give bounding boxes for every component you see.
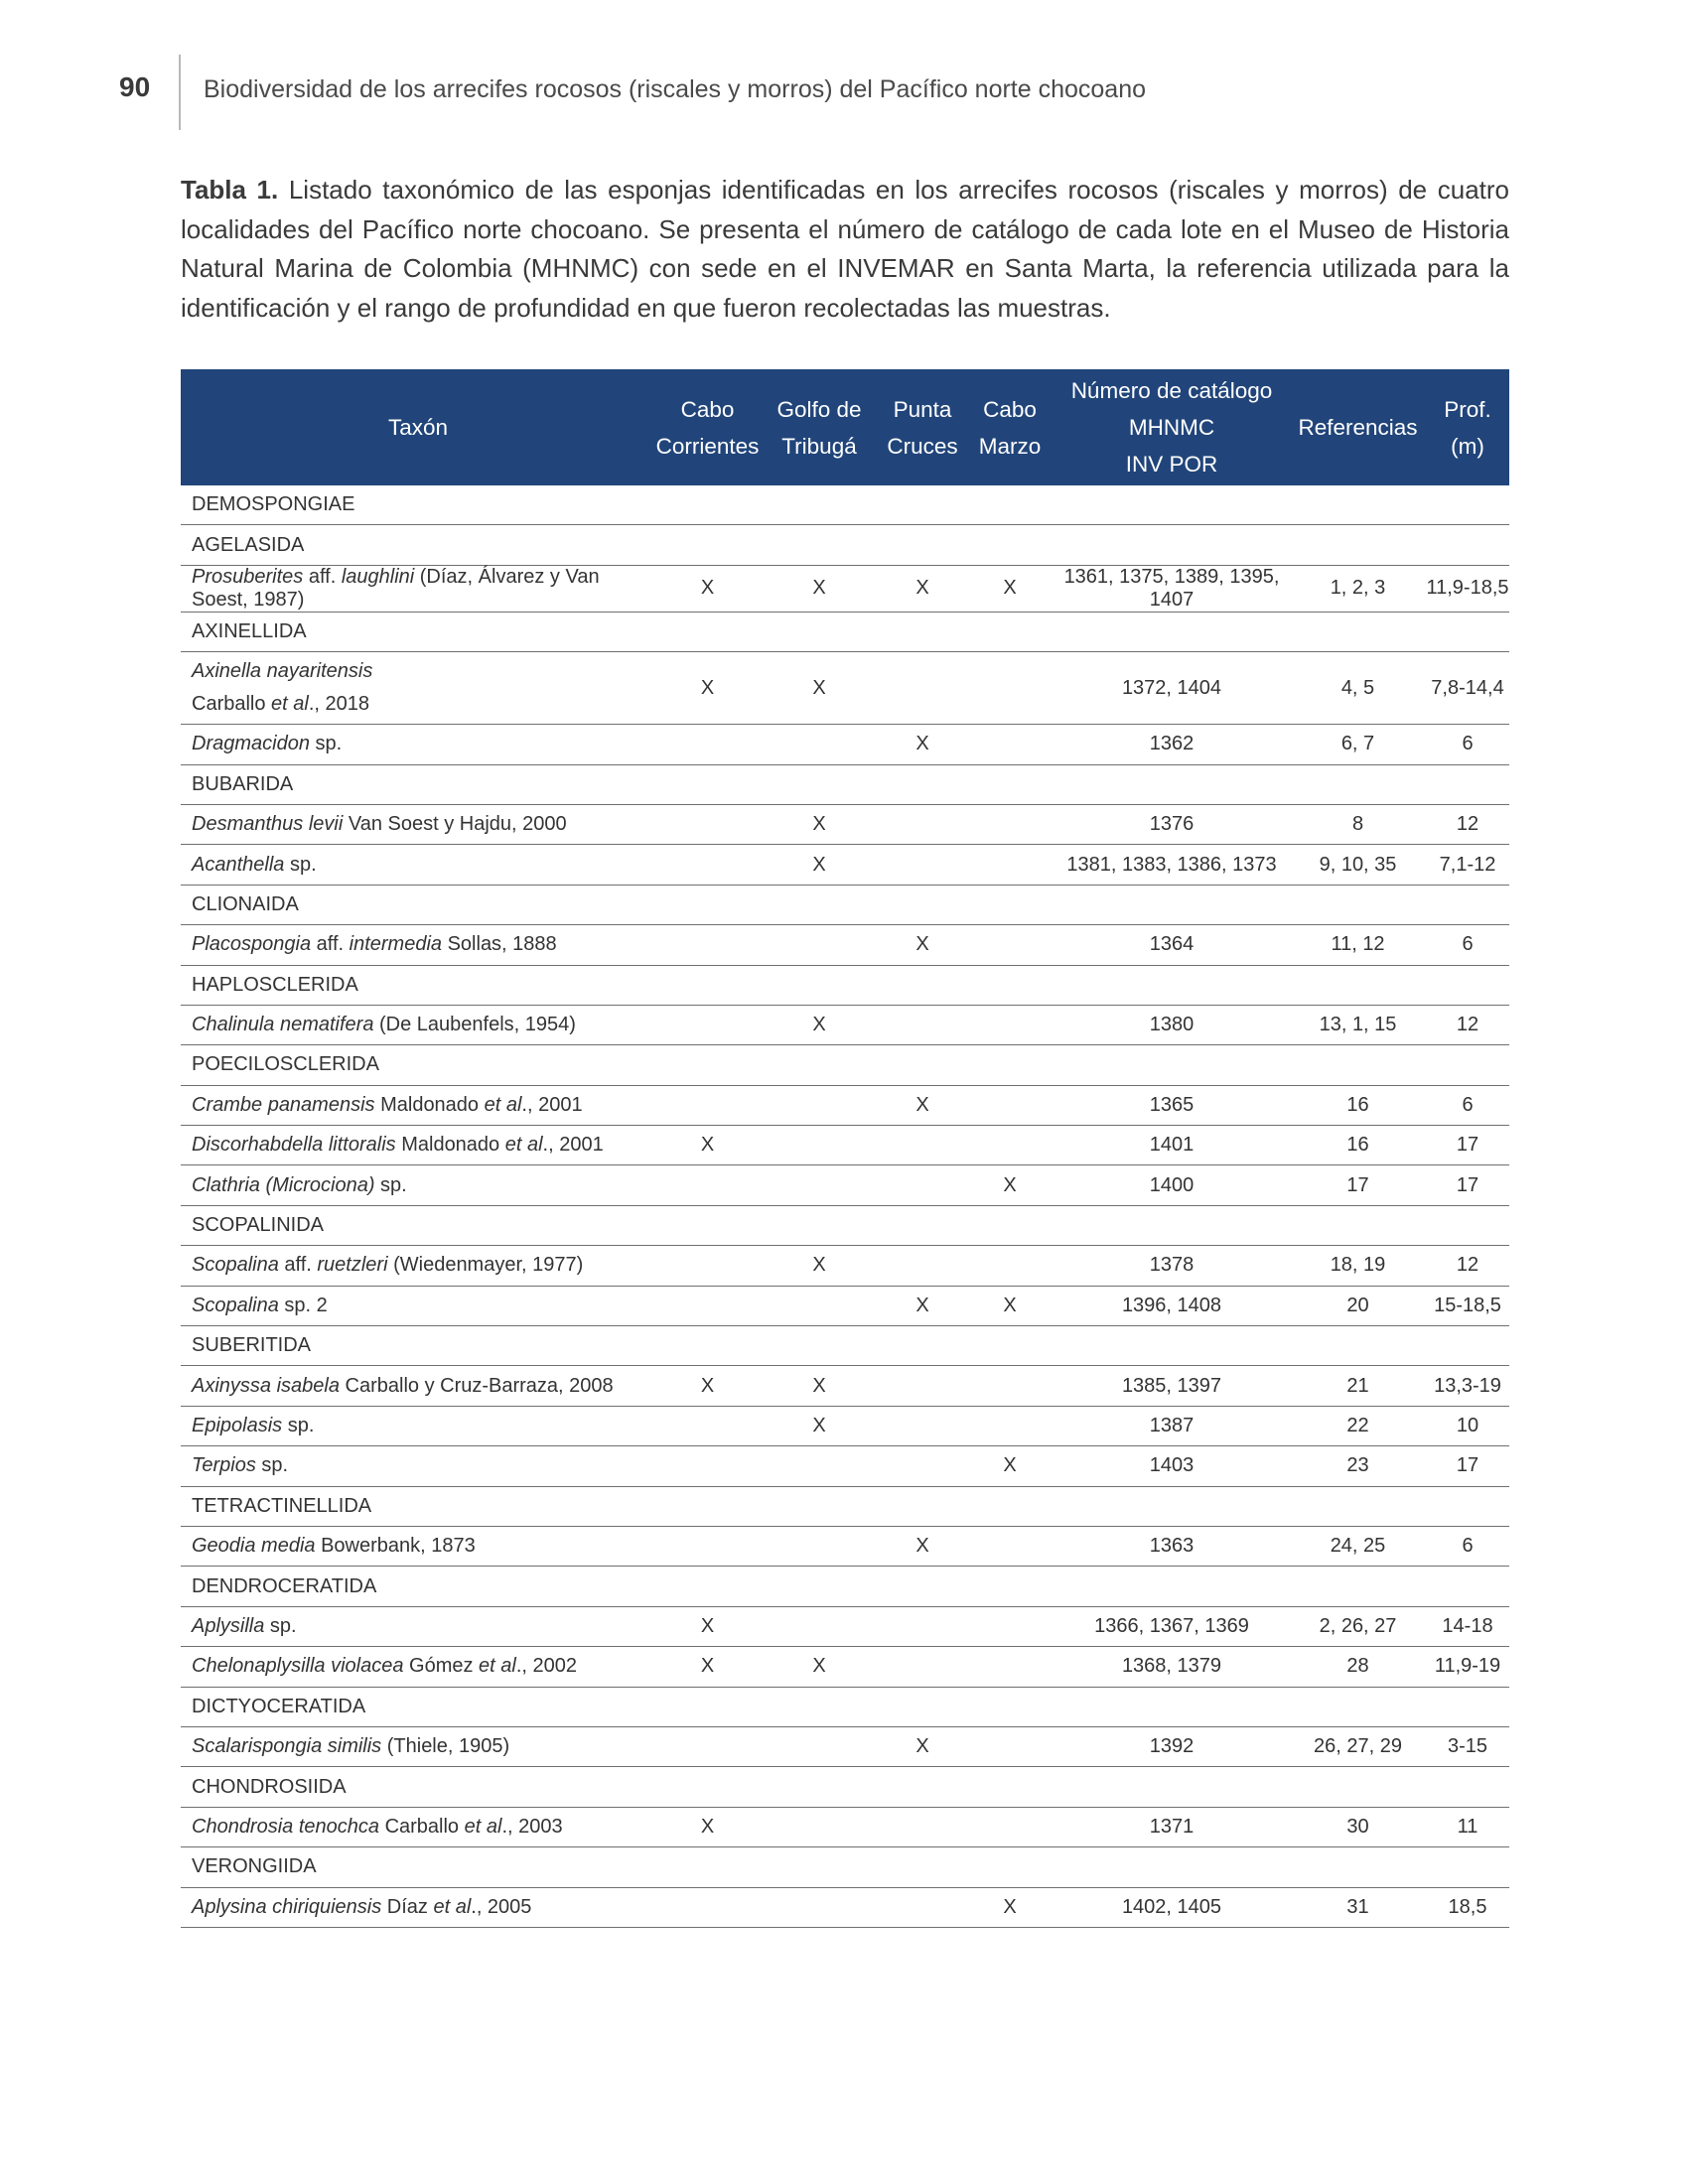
depth-range: 6 [1426,925,1509,965]
depth-range: 12 [1426,804,1509,844]
depth-range: 14-18 [1426,1606,1509,1646]
taxon-name: Scopalina sp. 2 [181,1286,655,1325]
table-row [181,1526,1509,1566]
group-name: CLIONAIDA [181,885,1509,924]
references: 20 [1290,1286,1426,1325]
references: 9, 10, 35 [1290,845,1426,885]
header-divider [179,55,181,130]
presence-punta-cruces [879,1446,966,1486]
catalog-number: 1365 [1054,1085,1290,1125]
depth-range: 7,1-12 [1426,845,1509,885]
depth-range: 7,8-14,4 [1426,652,1509,725]
presence-golfo-tribuga [760,1887,879,1927]
table-row [181,1887,1509,1927]
presence-punta-cruces [879,845,966,885]
references: 21 [1290,1366,1426,1406]
presence-cabo-marzo: X [966,1286,1054,1325]
presence-golfo-tribuga [760,925,879,965]
table-row [181,1606,1509,1646]
taxon-name: Axinyssa isabela Carballo y Cruz-Barraza, 2008 [181,1366,655,1406]
header-catalog-number: Número de catálogo MHNMC INV POR [1054,369,1290,485]
table-row-group-tetractinellida [181,1486,1509,1526]
presence-cabo-marzo [966,845,1054,885]
presence-cabo-corrientes [655,1887,760,1927]
group-name: POECILOSCLERIDA [181,1045,1509,1085]
presence-golfo-tribuga: X [760,804,879,844]
taxon-name: Placospongia aff. intermedia Sollas, 1888 [181,925,655,965]
header-references: Referencias [1290,369,1426,485]
presence-cabo-marzo: X [966,565,1054,612]
references: 30 [1290,1807,1426,1846]
group-name: DICTYOCERATIDA [181,1687,1509,1726]
catalog-number: 1378 [1054,1246,1290,1286]
table-row [181,1085,1509,1125]
catalog-number: 1400 [1054,1165,1290,1205]
header-cabo-marzo: Cabo Marzo [966,369,1054,485]
header-golfo-tribuga: Golfo de Tribugá [760,369,879,485]
catalog-number: 1403 [1054,1446,1290,1486]
taxon-name: Chondrosia tenochca Carballo et al., 2003 [181,1807,655,1846]
references: 11, 12 [1290,925,1426,965]
catalog-number: 1364 [1054,925,1290,965]
presence-cabo-corrientes: X [655,1126,760,1165]
presence-cabo-marzo [966,1526,1054,1566]
table-caption [181,171,1509,328]
presence-golfo-tribuga: X [760,1246,879,1286]
presence-golfo-tribuga [760,1446,879,1486]
presence-punta-cruces [879,1807,966,1846]
presence-punta-cruces [879,1366,966,1406]
presence-punta-cruces: X [879,565,966,612]
taxon-name: Crambe panamensis Maldonado et al., 2001 [181,1085,655,1125]
references: 6, 7 [1290,725,1426,764]
table-row [181,565,1509,612]
presence-punta-cruces [879,804,966,844]
presence-cabo-corrientes [655,1005,760,1044]
catalog-number: 1387 [1054,1406,1290,1445]
presence-cabo-marzo [966,725,1054,764]
table-row-group-chondrosiida [181,1767,1509,1807]
catalog-number: 1402, 1405 [1054,1887,1290,1927]
table-row [181,1286,1509,1325]
presence-cabo-corrientes: X [655,1807,760,1846]
catalog-number: 1385, 1397 [1054,1366,1290,1406]
group-name: CHONDROSIIDA [181,1767,1509,1807]
presence-cabo-marzo: X [966,1446,1054,1486]
taxon-name: Aplysilla sp. [181,1606,655,1646]
presence-punta-cruces: X [879,725,966,764]
presence-golfo-tribuga [760,1126,879,1165]
presence-punta-cruces: X [879,1526,966,1566]
taxon-name: Axinella nayaritensis Carballo et al., 2018 [181,652,655,725]
group-name: SUBERITIDA [181,1326,1509,1366]
table-row [181,845,1509,885]
group-name: AXINELLIDA [181,612,1509,651]
references: 18, 19 [1290,1246,1426,1286]
table-row-group-verongiida [181,1847,1509,1887]
presence-cabo-marzo [966,1246,1054,1286]
presence-cabo-marzo: X [966,1165,1054,1205]
presence-cabo-corrientes: X [655,565,760,612]
presence-cabo-corrientes [655,1726,760,1766]
taxon-name: Clathria (Microciona) sp. [181,1165,655,1205]
depth-range: 6 [1426,1085,1509,1125]
references: 23 [1290,1446,1426,1486]
taxon-name: Prosuberites aff. laughlini (Díaz, Álvarez y Van Soest, 1987) [181,565,655,612]
taxon-name: Desmanthus levii Van Soest y Hajdu, 2000 [181,804,655,844]
table-row [181,652,1509,725]
presence-cabo-corrientes [655,845,760,885]
presence-cabo-marzo [966,804,1054,844]
presence-golfo-tribuga [760,1726,879,1766]
catalog-number: 1381, 1383, 1386, 1373 [1054,845,1290,885]
table-row [181,1647,1509,1687]
presence-cabo-corrientes [655,1446,760,1486]
presence-golfo-tribuga [760,1606,879,1646]
table-row [181,1446,1509,1486]
table-row [181,1366,1509,1406]
presence-punta-cruces [879,1165,966,1205]
presence-cabo-marzo [966,925,1054,965]
catalog-number: 1361, 1375, 1389, 1395, 1407 [1054,565,1290,612]
depth-range: 17 [1426,1446,1509,1486]
depth-range: 11,9-19 [1426,1647,1509,1687]
taxonomic-table [181,369,1509,1928]
group-name: BUBARIDA [181,764,1509,804]
taxon-name: Scopalina aff. ruetzleri (Wiedenmayer, 1977) [181,1246,655,1286]
presence-cabo-marzo [966,1126,1054,1165]
references: 22 [1290,1406,1426,1445]
table-row-group-haplosclerida [181,965,1509,1005]
catalog-number: 1363 [1054,1526,1290,1566]
presence-golfo-tribuga: X [760,1406,879,1445]
presence-punta-cruces: X [879,925,966,965]
presence-cabo-marzo [966,1807,1054,1846]
catalog-number: 1372, 1404 [1054,652,1290,725]
presence-golfo-tribuga [760,1807,879,1846]
page-number: 90 [119,71,151,102]
depth-range: 11 [1426,1807,1509,1846]
table-row-group-suberitida [181,1326,1509,1366]
references: 28 [1290,1647,1426,1687]
presence-punta-cruces [879,652,966,725]
catalog-number: 1376 [1054,804,1290,844]
group-name: DENDROCERATIDA [181,1567,1509,1606]
presence-cabo-corrientes: X [655,1366,760,1406]
references: 16 [1290,1126,1426,1165]
catalog-number: 1366, 1367, 1369 [1054,1606,1290,1646]
table-row [181,804,1509,844]
taxon-name: Scalarispongia similis (Thiele, 1905) [181,1726,655,1766]
taxon-name: Acanthella sp. [181,845,655,885]
catalog-number: 1362 [1054,725,1290,764]
presence-cabo-marzo [966,1726,1054,1766]
table-row-group-demospongiae [181,485,1509,525]
taxon-name: Chalinula nematifera (De Laubenfels, 1954) [181,1005,655,1044]
presence-cabo-marzo [966,1005,1054,1044]
depth-range: 17 [1426,1126,1509,1165]
references: 17 [1290,1165,1426,1205]
table-row-group-dendroceratida [181,1567,1509,1606]
presence-cabo-marzo [966,1406,1054,1445]
taxon-name: Aplysina chiriquiensis Díaz et al., 2005 [181,1887,655,1927]
presence-golfo-tribuga: X [760,1647,879,1687]
taxon-name: Terpios sp. [181,1446,655,1486]
group-name: AGELASIDA [181,525,1509,565]
presence-punta-cruces [879,1005,966,1044]
presence-cabo-marzo: X [966,1887,1054,1927]
depth-range: 18,5 [1426,1887,1509,1927]
table-row [181,725,1509,764]
presence-cabo-marzo [966,1606,1054,1646]
table-row-group-bubarida [181,764,1509,804]
presence-cabo-corrientes: X [655,1647,760,1687]
taxon-name: Chelonaplysilla violacea Gómez et al., 2002 [181,1647,655,1687]
presence-golfo-tribuga [760,1286,879,1325]
table-row [181,1726,1509,1766]
header-depth: Prof. (m) [1426,369,1509,485]
presence-punta-cruces [879,1246,966,1286]
presence-golfo-tribuga: X [760,845,879,885]
references: 4, 5 [1290,652,1426,725]
group-name: TETRACTINELLIDA [181,1486,1509,1526]
table-row [181,925,1509,965]
presence-cabo-marzo [966,652,1054,725]
presence-punta-cruces [879,1887,966,1927]
presence-golfo-tribuga [760,1085,879,1125]
running-title: Biodiversidad de los arrecifes rocosos (riscales y morros) del Pacífico norte chocoano [204,75,1147,103]
table-row [181,1165,1509,1205]
depth-range: 11,9-18,5 [1426,565,1509,612]
depth-range: 15-18,5 [1426,1286,1509,1325]
references: 1, 2, 3 [1290,565,1426,612]
header-taxon: Taxón [181,369,655,485]
header-cabo-corrientes: Cabo Corrientes [655,369,760,485]
depth-range: 12 [1426,1246,1509,1286]
references: 24, 25 [1290,1526,1426,1566]
table-body [181,485,1509,1927]
catalog-number: 1396, 1408 [1054,1286,1290,1325]
depth-range: 6 [1426,725,1509,764]
group-name: HAPLOSCLERIDA [181,965,1509,1005]
catalog-number: 1368, 1379 [1054,1647,1290,1687]
presence-cabo-corrientes [655,1085,760,1125]
header-punta-cruces: Punta Cruces [879,369,966,485]
table-row-group-axinellida [181,612,1509,651]
table-row [181,1406,1509,1445]
group-name: SCOPALINIDA [181,1205,1509,1245]
references: 26, 27, 29 [1290,1726,1426,1766]
table-row-group-scopalinida [181,1205,1509,1245]
group-name: VERONGIIDA [181,1847,1509,1887]
group-name: DEMOSPONGIAE [181,485,1509,525]
catalog-number: 1392 [1054,1726,1290,1766]
depth-range: 12 [1426,1005,1509,1044]
presence-punta-cruces: X [879,1286,966,1325]
references: 31 [1290,1887,1426,1927]
presence-cabo-corrientes [655,1286,760,1325]
table-row-group-dictyoceratida [181,1687,1509,1726]
presence-cabo-corrientes [655,725,760,764]
presence-golfo-tribuga [760,1165,879,1205]
depth-range: 10 [1426,1406,1509,1445]
catalog-number: 1401 [1054,1126,1290,1165]
depth-range: 13,3-19 [1426,1366,1509,1406]
presence-cabo-corrientes: X [655,1606,760,1646]
presence-cabo-marzo [966,1647,1054,1687]
presence-golfo-tribuga: X [760,652,879,725]
table-row-group-clionaida [181,885,1509,924]
taxon-name: Discorhabdella littoralis Maldonado et al., 2001 [181,1126,655,1165]
table-row [181,1807,1509,1846]
presence-cabo-corrientes: X [655,652,760,725]
presence-golfo-tribuga [760,725,879,764]
presence-golfo-tribuga: X [760,1005,879,1044]
presence-punta-cruces [879,1406,966,1445]
catalog-number: 1371 [1054,1807,1290,1846]
table-row [181,1126,1509,1165]
taxon-name: Geodia media Bowerbank, 1873 [181,1526,655,1566]
presence-cabo-corrientes [655,925,760,965]
depth-range: 6 [1426,1526,1509,1566]
presence-golfo-tribuga: X [760,1366,879,1406]
depth-range: 3-15 [1426,1726,1509,1766]
presence-punta-cruces [879,1126,966,1165]
presence-punta-cruces: X [879,1726,966,1766]
presence-cabo-marzo [966,1085,1054,1125]
references: 16 [1290,1085,1426,1125]
presence-punta-cruces: X [879,1085,966,1125]
table-caption-label: Tabla 1. [181,175,279,205]
presence-cabo-corrientes [655,1246,760,1286]
presence-cabo-marzo [966,1366,1054,1406]
taxon-name: Dragmacidon sp. [181,725,655,764]
presence-cabo-corrientes [655,1165,760,1205]
page-header [0,0,1688,139]
references: 13, 1, 15 [1290,1005,1426,1044]
table-row-group-agelasida [181,525,1509,565]
presence-golfo-tribuga: X [760,565,879,612]
depth-range: 17 [1426,1165,1509,1205]
references: 2, 26, 27 [1290,1606,1426,1646]
table-header [181,369,1509,485]
presence-golfo-tribuga [760,1526,879,1566]
catalog-number: 1380 [1054,1005,1290,1044]
table-caption-text: Listado taxonómico de las esponjas identificadas en los arrecifes rocosos (riscales y morros) de cuatro localidades del Pacífico norte chocoano. Se presenta el número de catálogo de cada lote en el Museo de Historia Natural Marina de Colombia (MHNMC) con sede en el INVEMAR en Santa Marta, la referencia utilizada para la identificación y el rango de profundidad en que fueron recolectadas las muestras. [181,175,1509,323]
references: 8 [1290,804,1426,844]
presence-cabo-corrientes [655,804,760,844]
presence-cabo-corrientes [655,1406,760,1445]
presence-punta-cruces [879,1647,966,1687]
presence-cabo-corrientes [655,1526,760,1566]
table-row-group-poecilosclerida [181,1045,1509,1085]
presence-punta-cruces [879,1606,966,1646]
table-row [181,1005,1509,1044]
table-row [181,1246,1509,1286]
taxon-name: Epipolasis sp. [181,1406,655,1445]
